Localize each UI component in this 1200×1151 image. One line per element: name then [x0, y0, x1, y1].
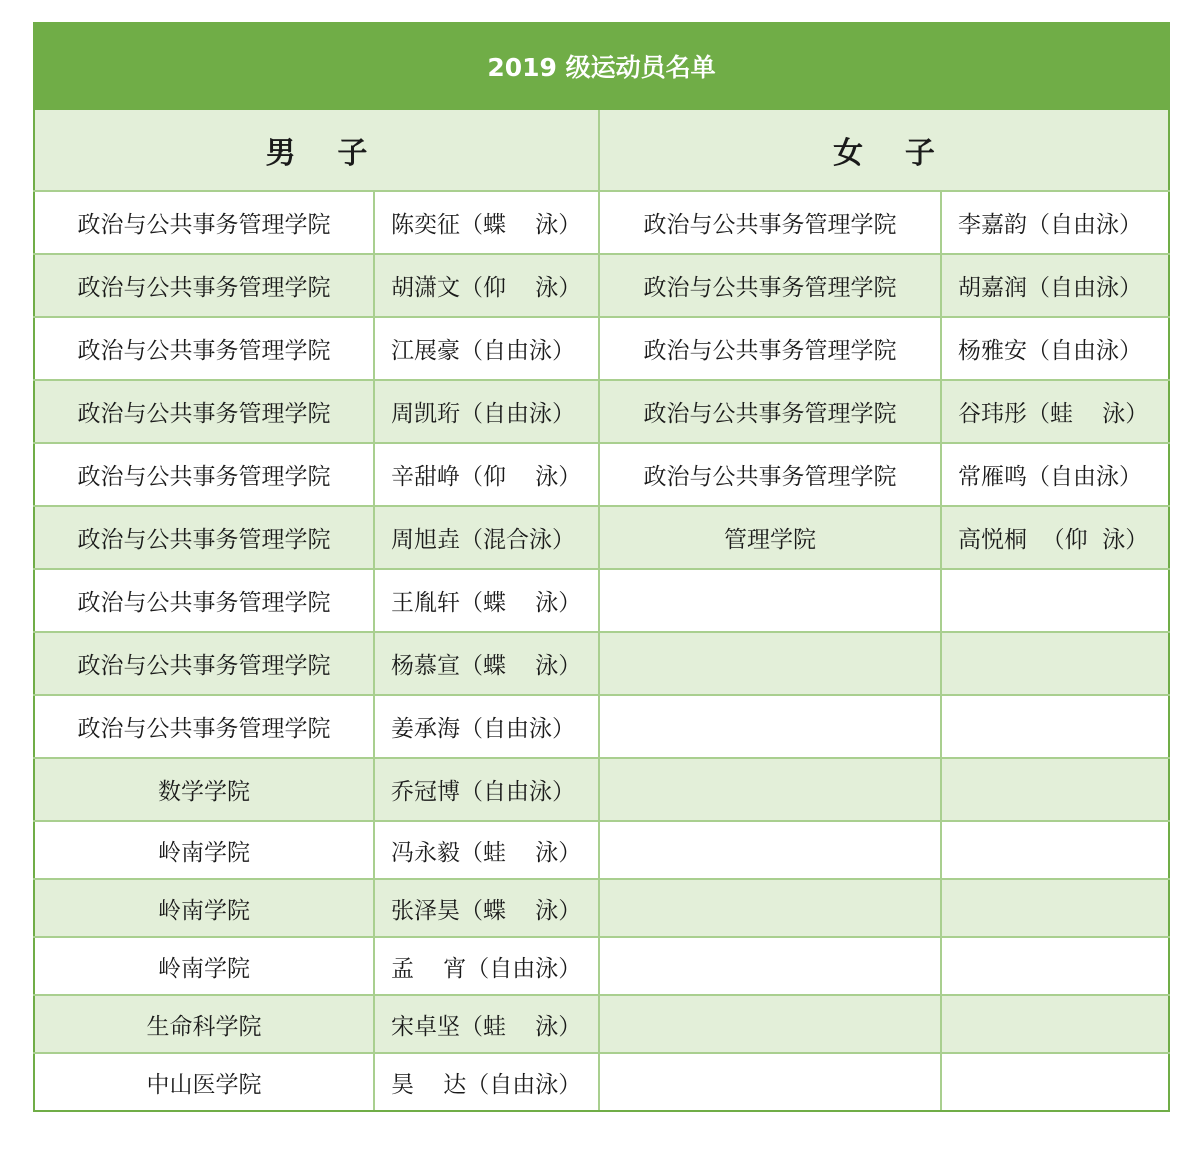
roster-row: [34, 1053, 1169, 1111]
male-athlete-cell: 孟 宵（自由泳）: [374, 937, 599, 995]
athlete-roster-table: [33, 22, 1170, 1112]
roster-row: [34, 191, 1169, 254]
female-college-cell: 政治与公共事务管理学院: [599, 317, 941, 380]
roster-body: [34, 191, 1169, 1111]
male-header-label: 男 子: [265, 136, 368, 171]
female-athlete-cell: 胡嘉润（自由泳）: [941, 254, 1169, 317]
male-athlete-cell: 胡潇文（仰 泳）: [374, 254, 599, 317]
male-college-cell: 政治与公共事务管理学院: [34, 380, 374, 443]
roster-title: 2019 级运动员名单: [34, 23, 1169, 109]
female-college-cell: [599, 1053, 941, 1111]
female-athlete-cell: [941, 632, 1169, 695]
female-athlete-cell: 杨雅安（自由泳）: [941, 317, 1169, 380]
roster-row: [34, 695, 1169, 758]
female-college-cell: [599, 758, 941, 821]
female-college-cell: 政治与公共事务管理学院: [599, 191, 941, 254]
female-athlete-cell: [941, 821, 1169, 879]
female-college-cell: [599, 695, 941, 758]
male-college-cell: 生命科学院: [34, 995, 374, 1053]
male-athlete-cell: 杨慕宣（蝶 泳）: [374, 632, 599, 695]
female-header: [599, 109, 1169, 191]
roster-row: [34, 821, 1169, 879]
female-college-cell: [599, 821, 941, 879]
male-athlete-cell: 辛甜峥（仰 泳）: [374, 443, 599, 506]
female-athlete-cell: [941, 937, 1169, 995]
female-athlete-cell: [941, 569, 1169, 632]
female-college-cell: [599, 632, 941, 695]
female-athlete-cell: [941, 695, 1169, 758]
female-athlete-cell: 谷玮彤（蛙 泳）: [941, 380, 1169, 443]
male-athlete-cell: 宋卓坚（蛙 泳）: [374, 995, 599, 1053]
male-college-cell: 政治与公共事务管理学院: [34, 569, 374, 632]
roster-row: [34, 758, 1169, 821]
female-college-cell: [599, 569, 941, 632]
male-athlete-cell: 冯永毅（蛙 泳）: [374, 821, 599, 879]
male-college-cell: 岭南学院: [34, 821, 374, 879]
male-college-cell: 中山医学院: [34, 1053, 374, 1111]
female-college-cell: 政治与公共事务管理学院: [599, 443, 941, 506]
male-college-cell: 政治与公共事务管理学院: [34, 443, 374, 506]
female-college-cell: [599, 879, 941, 937]
male-college-cell: 岭南学院: [34, 937, 374, 995]
roster-row: [34, 380, 1169, 443]
male-athlete-cell: 王胤轩（蝶 泳）: [374, 569, 599, 632]
female-college-cell: 政治与公共事务管理学院: [599, 380, 941, 443]
male-athlete-cell: 周旭垚（混合泳）: [374, 506, 599, 569]
female-college-cell: [599, 937, 941, 995]
gender-header-row: [34, 109, 1169, 191]
male-college-cell: 政治与公共事务管理学院: [34, 632, 374, 695]
female-athlete-cell: [941, 1053, 1169, 1111]
male-athlete-cell: 昊 达（自由泳）: [374, 1053, 599, 1111]
roster-row: [34, 443, 1169, 506]
female-college-cell: 政治与公共事务管理学院: [599, 254, 941, 317]
title-row: [34, 23, 1169, 109]
roster-row: [34, 879, 1169, 937]
male-college-cell: 政治与公共事务管理学院: [34, 317, 374, 380]
roster-row: [34, 506, 1169, 569]
female-athlete-cell: [941, 995, 1169, 1053]
male-college-cell: 岭南学院: [34, 879, 374, 937]
female-athlete-cell: [941, 758, 1169, 821]
male-college-cell: 政治与公共事务管理学院: [34, 695, 374, 758]
male-athlete-cell: 陈奕征（蝶 泳）: [374, 191, 599, 254]
male-athlete-cell: 张泽昊（蝶 泳）: [374, 879, 599, 937]
male-college-cell: 政治与公共事务管理学院: [34, 191, 374, 254]
roster-row: [34, 995, 1169, 1053]
roster-row: [34, 569, 1169, 632]
male-athlete-cell: 周凯珩（自由泳）: [374, 380, 599, 443]
roster-row: [34, 632, 1169, 695]
female-athlete-cell: [941, 879, 1169, 937]
roster-row: [34, 317, 1169, 380]
roster-row: [34, 937, 1169, 995]
female-athlete-cell: 高悦桐 （仰 泳）: [941, 506, 1169, 569]
female-athlete-cell: 李嘉韵（自由泳）: [941, 191, 1169, 254]
male-athlete-cell: 姜承海（自由泳）: [374, 695, 599, 758]
male-athlete-cell: 江展豪（自由泳）: [374, 317, 599, 380]
male-college-cell: 政治与公共事务管理学院: [34, 506, 374, 569]
female-header-label: 女 子: [833, 136, 935, 171]
male-header: [34, 109, 599, 191]
male-college-cell: 政治与公共事务管理学院: [34, 254, 374, 317]
roster-row: [34, 254, 1169, 317]
male-athlete-cell: 乔冠博（自由泳）: [374, 758, 599, 821]
female-college-cell: 管理学院: [599, 506, 941, 569]
female-athlete-cell: 常雁鸣（自由泳）: [941, 443, 1169, 506]
male-college-cell: 数学学院: [34, 758, 374, 821]
female-college-cell: [599, 995, 941, 1053]
